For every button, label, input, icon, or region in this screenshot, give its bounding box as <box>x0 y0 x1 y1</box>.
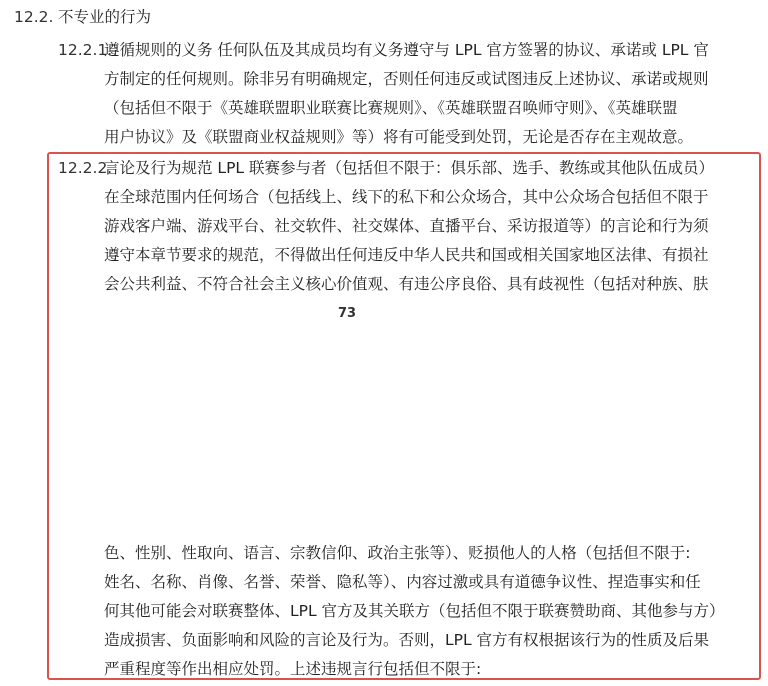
clause-2-line: 会公共利益、不符合社会主义核心价值观、有违公序良俗、具有歧视性（包括对种族、肤 <box>104 275 709 293</box>
clause-1-line: （包括但不限于《英雄联盟职业联赛比赛规则》、《英雄联盟召唤师守则》、《英雄联盟 <box>104 99 678 117</box>
clause-2-line: 造成损害、负面影响和风险的言论及行为。否则，LPL 官方有权根据该行为的性质及后果 <box>104 631 710 649</box>
clause-2-line: 色、性别、性取向、语言、宗教信仰、政治主张等）、贬损他人的人格（包括但不限于: <box>104 544 691 562</box>
clause-1-number: 12.2.1. <box>58 41 113 59</box>
clause-2-line: 姓名、名称、肖像、名誉、荣誉、隐私等）、内容过激或具有道德争议性、捏造事实和任 <box>104 573 701 591</box>
clause-2-line: 游戏客户端、游戏平台、社交软件、社交媒体、直播平台、采访报道等）的言论和行为须 <box>104 217 709 235</box>
clause-1-line: 方制定的任何规则。除非另有明确规定，否则任何违反或试图违反上述协议、承诺或规则 <box>104 70 709 88</box>
page-number: 73 <box>338 306 357 321</box>
clause-1-line: 遵循规则的义务 任何队伍及其成员均有义务遵守与 LPL 官方签署的协议、承诺或 LPL 官 <box>104 41 709 59</box>
section-number: 12.2. <box>14 8 54 26</box>
clause-2-number: 12.2.2. <box>58 159 113 177</box>
clause-2-line: 在全球范围内任何场合（包括线上、线下的私下和公众场合，其中公众场合包括但不限于 <box>104 188 709 206</box>
clause-1-line: 用户协议》及《联盟商业权益规则》等）将有可能受到处罚，无论是否存在主观故意。 <box>104 128 694 146</box>
clause-2-line: 何其他可能会对联赛整体、LPL 官方及其关联方（包括但不限于联赛赞助商、其他参与方） <box>104 602 725 620</box>
clause-2-line: 严重程度等作出相应处罚。上述违规言行包括但不限于: <box>104 660 482 678</box>
section-title: 不专业的行为 <box>58 8 152 26</box>
clause-2-line: 言论及行为规范 LPL 联赛参与者（包括但不限于：俱乐部、选手、教练或其他队伍成员） <box>104 159 714 177</box>
clause-2-line: 遵守本章节要求的规范，不得做出任何违反中华人民共和国或相关国家地区法律、有损社 <box>104 246 709 264</box>
